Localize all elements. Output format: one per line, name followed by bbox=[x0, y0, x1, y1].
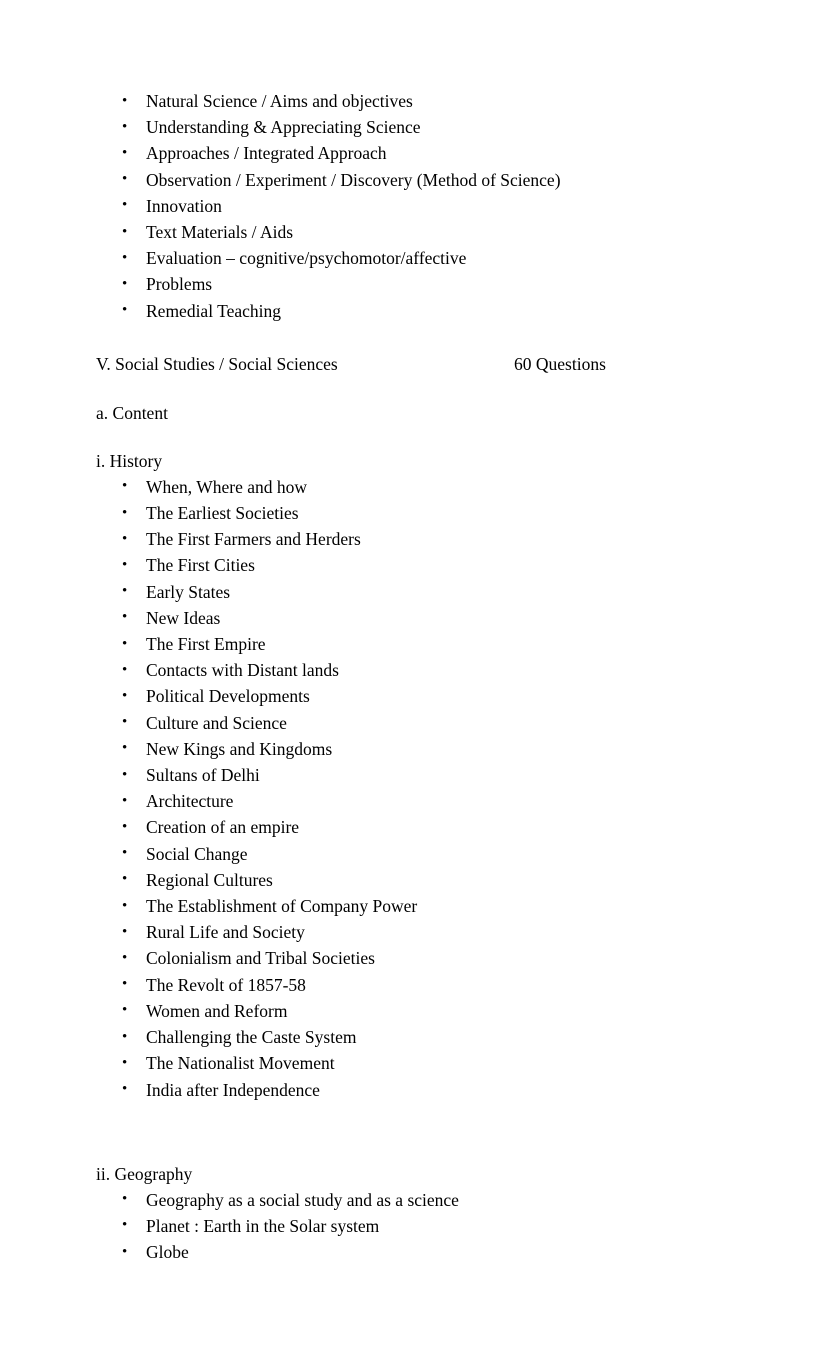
list-item bbox=[96, 271, 753, 297]
list-item bbox=[96, 140, 753, 166]
list-item-label: Social Change bbox=[146, 843, 248, 864]
list-item bbox=[96, 657, 753, 683]
list-item bbox=[96, 631, 753, 657]
list-item bbox=[96, 605, 753, 631]
list-item-label: Evaluation – cognitive/psychomotor/affective bbox=[146, 248, 467, 269]
list-item bbox=[96, 219, 753, 245]
list-item-label: Colonialism and Tribal Societies bbox=[146, 948, 375, 969]
list-item-label: Challenging the Caste System bbox=[146, 1027, 357, 1048]
list-item bbox=[96, 1077, 753, 1103]
list-item-label: Rural Life and Society bbox=[146, 922, 305, 943]
geography-label: ii. Geography bbox=[96, 1163, 193, 1184]
list-item-label: Women and Reform bbox=[146, 1000, 288, 1021]
science-topics-list bbox=[96, 88, 753, 324]
list-item-label: Early States bbox=[146, 581, 231, 602]
list-item bbox=[96, 474, 753, 500]
list-item-label: Understanding & Appreciating Science bbox=[146, 117, 421, 138]
list-item-label: Creation of an empire bbox=[146, 817, 300, 838]
list-item-label: The Nationalist Movement bbox=[146, 1053, 335, 1074]
list-item-label: The First Cities bbox=[146, 555, 255, 576]
list-item bbox=[96, 1050, 753, 1076]
list-item bbox=[96, 998, 753, 1024]
list-item bbox=[96, 526, 753, 552]
list-item-label: Natural Science / Aims and objectives bbox=[146, 91, 413, 111]
list-item-label: Planet : Earth in the Solar system bbox=[146, 1215, 380, 1236]
section-heading bbox=[96, 351, 753, 377]
list-item-label: The First Farmers and Herders bbox=[146, 529, 361, 550]
list-item-label: New Kings and Kingdoms bbox=[146, 738, 333, 759]
list-item-label: When, Where and how bbox=[146, 476, 308, 497]
list-item-label: The First Empire bbox=[146, 634, 266, 655]
list-item bbox=[96, 552, 753, 578]
list-item bbox=[96, 972, 753, 998]
section-question-count: 60 Questions bbox=[514, 353, 606, 374]
list-item bbox=[96, 945, 753, 971]
list-item bbox=[96, 298, 753, 324]
list-item-label: Political Developments bbox=[146, 686, 310, 707]
list-item-label: The Revolt of 1857-58 bbox=[146, 974, 306, 995]
list-item-label: Text Materials / Aids bbox=[146, 222, 294, 243]
list-item-label: Globe bbox=[146, 1242, 189, 1263]
list-item-label: The Establishment of Company Power bbox=[146, 896, 418, 917]
list-item bbox=[96, 245, 753, 271]
list-item-label: Sultans of Delhi bbox=[146, 765, 260, 786]
list-item bbox=[96, 841, 753, 867]
list-item-label: Architecture bbox=[146, 791, 234, 812]
geography-topics-list bbox=[96, 1187, 753, 1266]
section-title: V. Social Studies / Social Sciences bbox=[96, 353, 338, 374]
list-item bbox=[96, 193, 753, 219]
list-item bbox=[96, 1024, 753, 1050]
list-item bbox=[96, 1187, 753, 1213]
list-item bbox=[96, 710, 753, 736]
list-item bbox=[96, 114, 753, 140]
list-item bbox=[96, 736, 753, 762]
list-item-label: Remedial Teaching bbox=[146, 300, 282, 321]
list-item bbox=[96, 167, 753, 193]
list-item-label: Innovation bbox=[146, 195, 222, 216]
list-item bbox=[96, 919, 753, 945]
list-item bbox=[96, 814, 753, 840]
list-item bbox=[96, 867, 753, 893]
list-item-label: Regional Cultures bbox=[146, 869, 273, 890]
list-item-label: Approaches / Integrated Approach bbox=[146, 143, 387, 164]
list-item bbox=[96, 762, 753, 788]
list-item bbox=[96, 683, 753, 709]
list-item-label: New Ideas bbox=[146, 607, 221, 628]
list-item-label: India after Independence bbox=[146, 1079, 320, 1100]
list-item-label: Culture and Science bbox=[146, 712, 287, 733]
list-item-label: Contacts with Distant lands bbox=[146, 660, 339, 681]
list-item bbox=[96, 893, 753, 919]
list-item bbox=[96, 88, 753, 114]
list-item bbox=[96, 1213, 753, 1239]
list-item bbox=[96, 1239, 753, 1265]
content-label: a. Content bbox=[96, 402, 168, 423]
list-item-label: Observation / Experiment / Discovery (Method of Science) bbox=[146, 169, 561, 190]
list-item bbox=[96, 579, 753, 605]
list-item-label: Geography as a social study and as a science bbox=[146, 1189, 459, 1210]
history-topics-list bbox=[96, 474, 753, 1103]
history-label: i. History bbox=[96, 450, 163, 471]
list-item bbox=[96, 500, 753, 526]
list-item-label: Problems bbox=[146, 274, 213, 295]
list-item-label: The Earliest Societies bbox=[146, 503, 299, 524]
list-item bbox=[96, 788, 753, 814]
